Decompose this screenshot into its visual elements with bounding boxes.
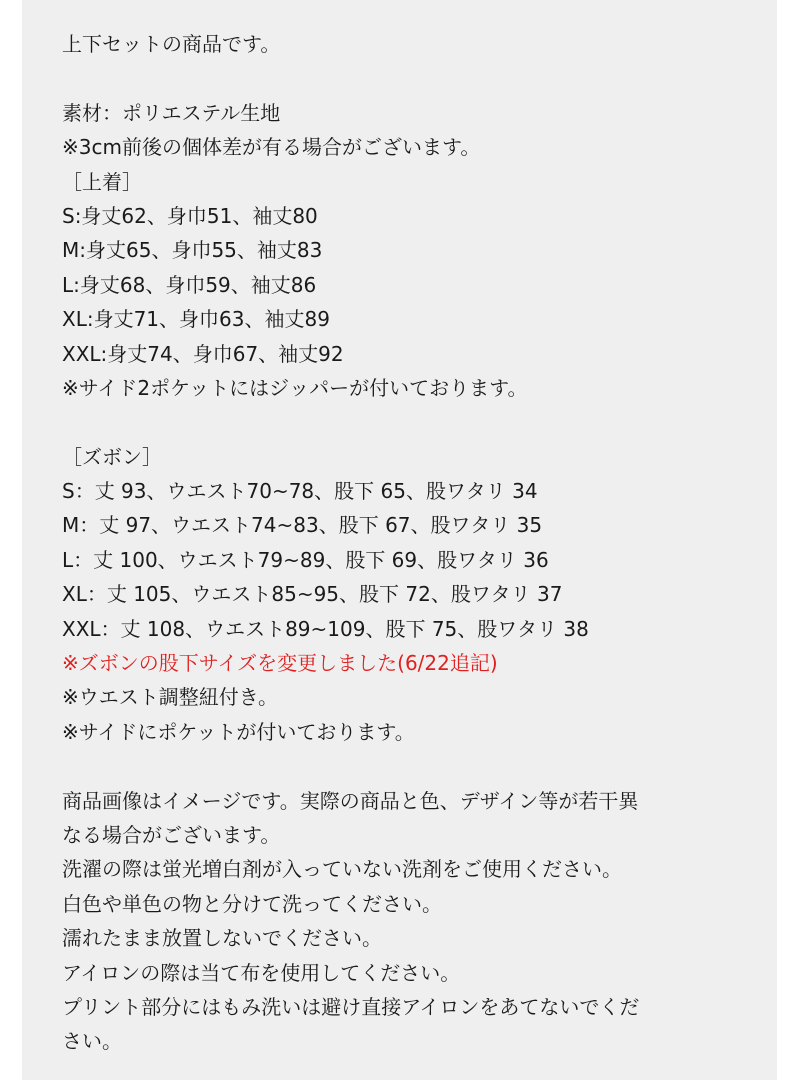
description-line: XXL:身丈74、身巾67、袖丈92 — [62, 341, 344, 366]
blank-line — [62, 405, 777, 439]
description-line: 上下セットの商品です。 — [62, 32, 281, 56]
description-line: S：丈 93、ウエスト70~78、股下 65、股ワタリ 34 — [62, 479, 538, 504]
description-line: S:身丈62、身巾51、袖丈80 — [62, 203, 318, 228]
description-line: 商品画像はイメージです。実際の商品と色、デザイン等が若干異 — [62, 788, 639, 813]
description-line: アイロンの際は当て布を使用してください。 — [62, 960, 461, 985]
description-line: L：丈 100、ウエスト79~89、股下 69、股ワタリ 36 — [62, 547, 549, 572]
description-line: ［ズボン］ — [62, 444, 162, 469]
description-line: ※ウエスト調整紐付き。 — [62, 685, 278, 710]
description-line: ※3cm前後の個体差が有る場合がございます。 — [62, 135, 481, 160]
product-description — [62, 27, 777, 1059]
description-line: 濡れたまま放置しないでください。 — [62, 926, 382, 951]
description-line: なる場合がございます。 — [62, 822, 281, 847]
blank-line — [62, 61, 777, 95]
blank-line — [62, 749, 777, 783]
description-line: XL:身丈71、身巾63、袖丈89 — [62, 307, 330, 332]
description-line: 白色や単色の物と分けて洗ってください。 — [62, 891, 442, 916]
description-line: M:身丈65、身巾55、袖丈83 — [62, 238, 323, 263]
description-line: ※サイドにポケットが付いております。 — [62, 719, 415, 744]
notice-line: ※ズボンの股下サイズを変更しました(6/22追記) — [62, 651, 498, 676]
description-line: さい。 — [62, 1029, 122, 1054]
description-line: 素材：ポリエステル生地 — [62, 100, 281, 125]
description-line: M：丈 97、ウエスト74~83、股下 67、股ワタリ 35 — [62, 513, 543, 538]
description-line: ［上着］ — [62, 169, 142, 194]
description-line: 洗濯の際は蛍光増白剤が入っていない洗剤をご使用ください。 — [62, 857, 622, 882]
description-line: XXL：丈 108、ウエスト89~109、股下 75、股ワタリ 38 — [62, 616, 589, 641]
description-line: L:身丈68、身巾59、袖丈86 — [62, 272, 317, 297]
description-line: ※サイド2ポケットにはジッパーが付いております。 — [62, 375, 528, 400]
description-line: プリント部分にはもみ洗いは避け直接アイロンをあてないでくだ — [62, 994, 640, 1019]
description-line: XL：丈 105、ウエスト85~95、股下 72、股ワタリ 37 — [62, 582, 563, 607]
